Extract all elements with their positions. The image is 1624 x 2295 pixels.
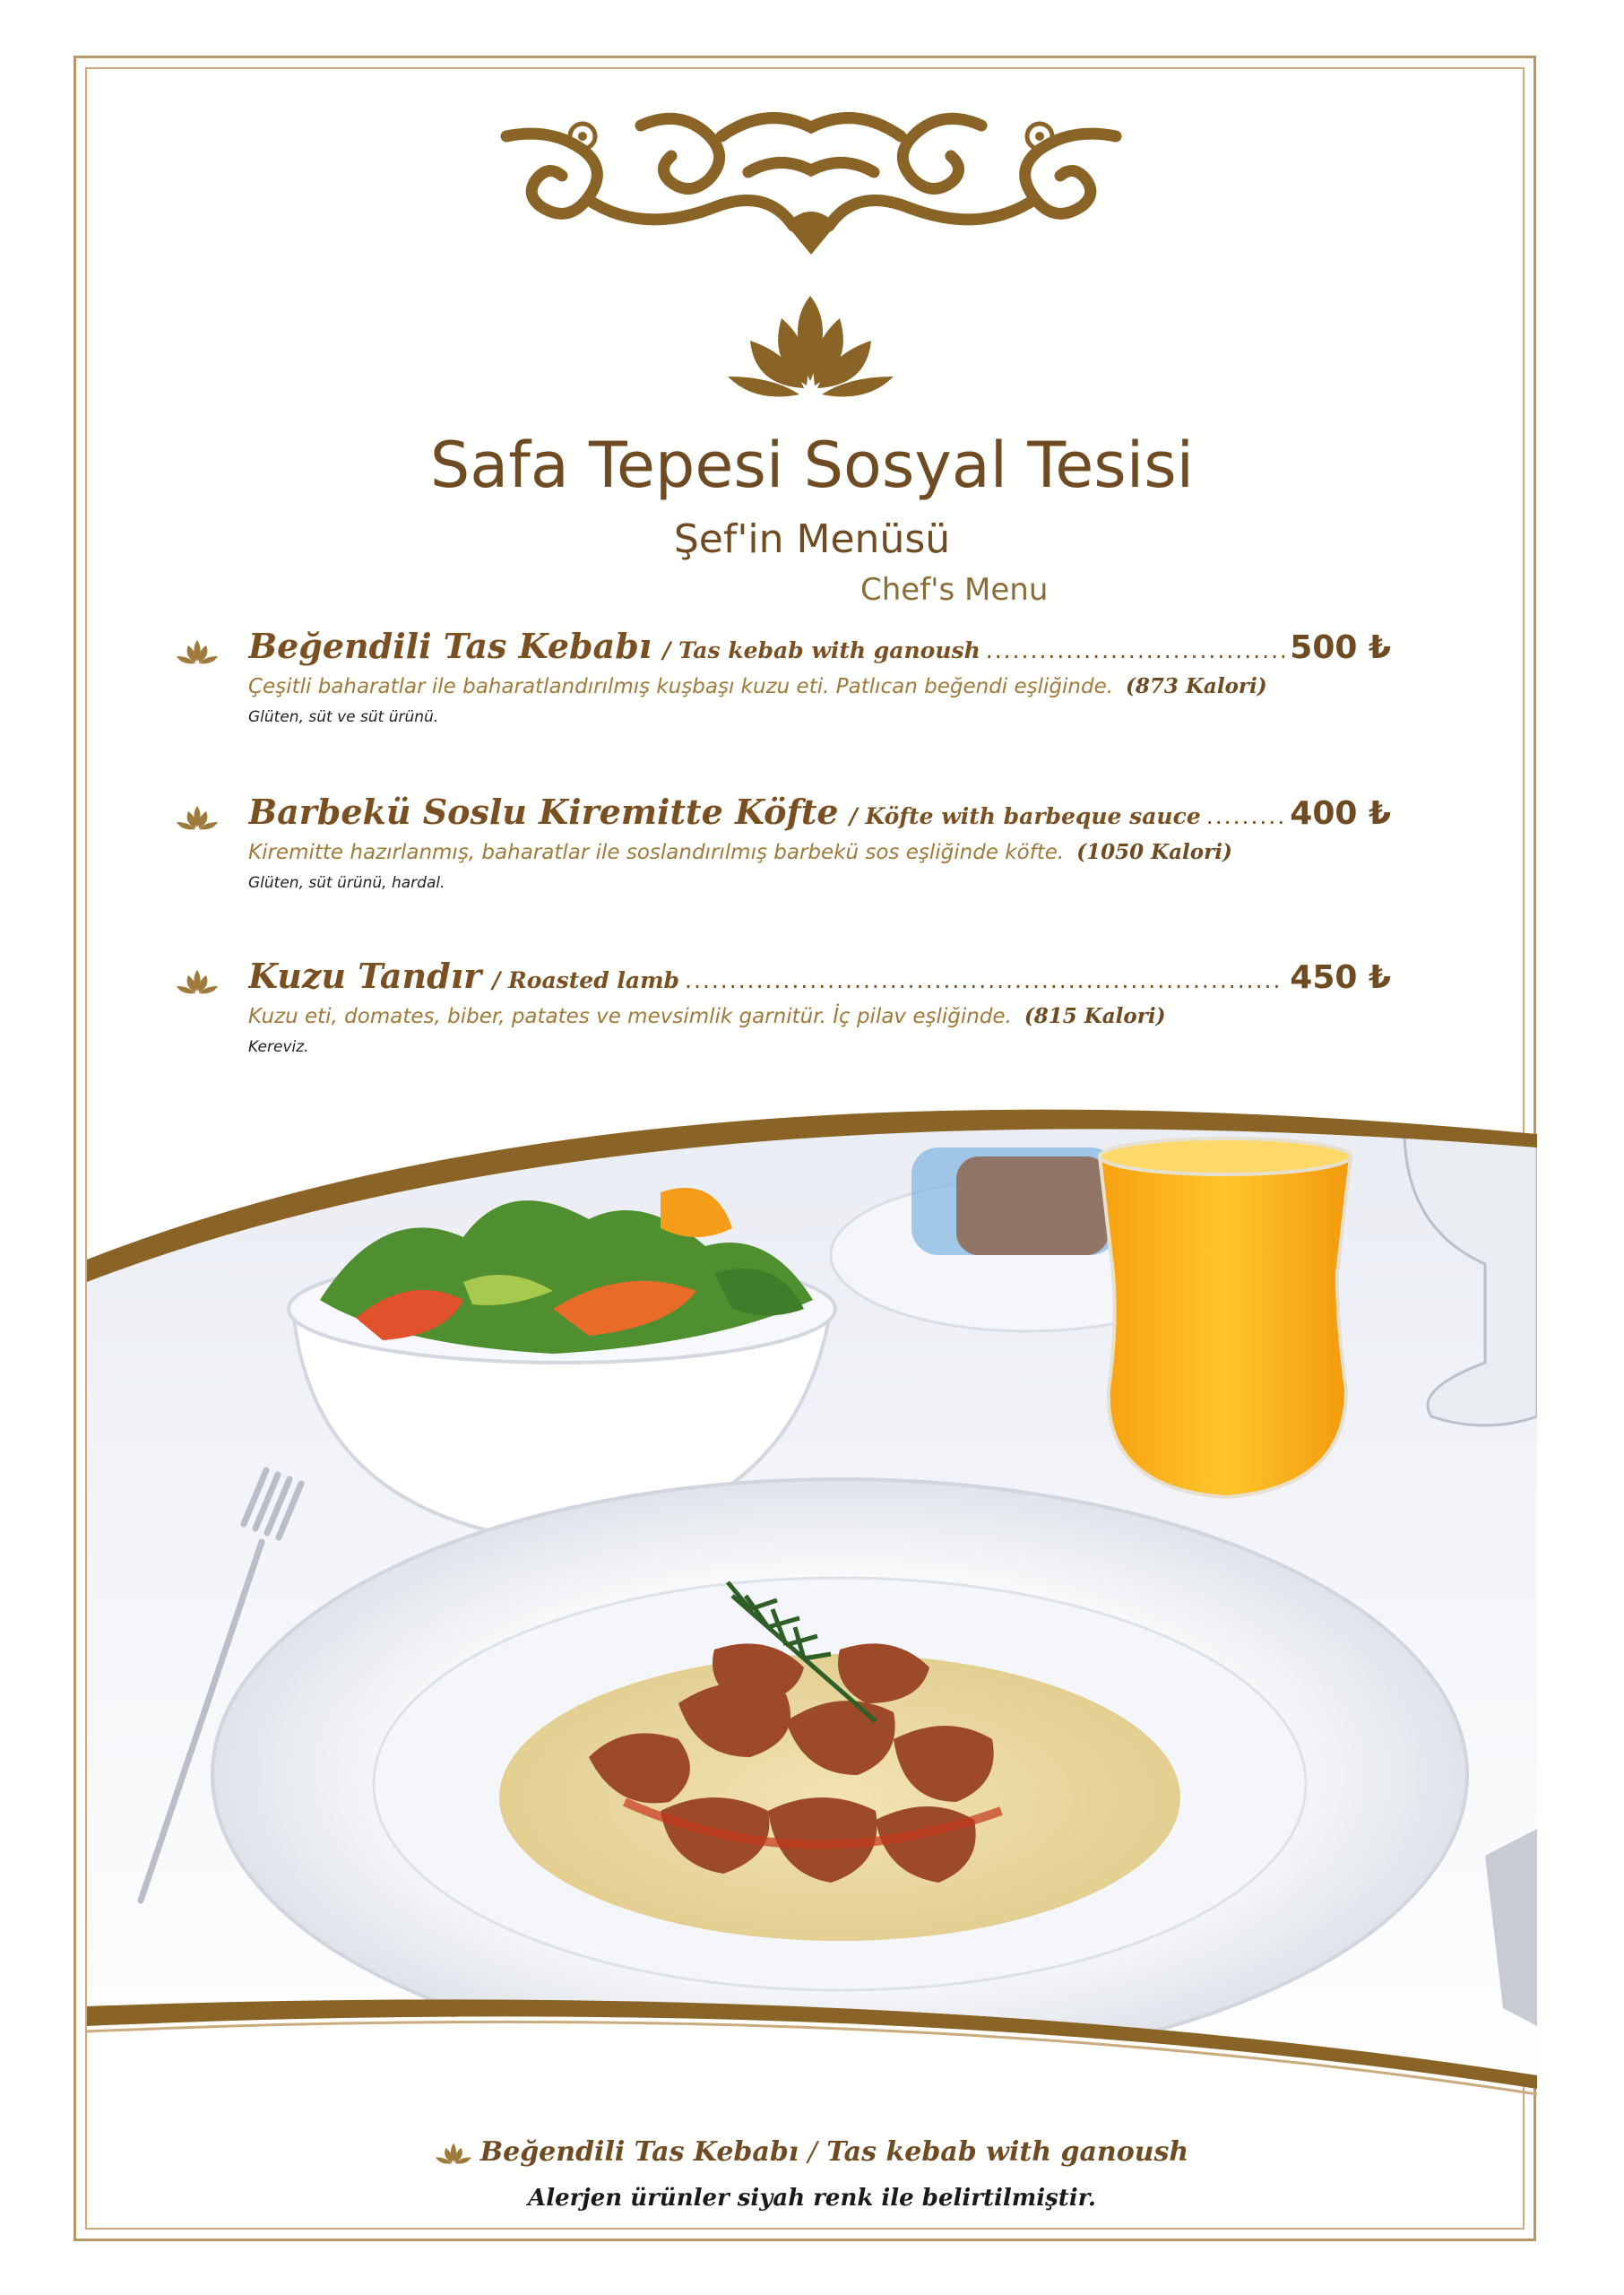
caption-name: Beğendili Tas Kebabı bbox=[479, 2136, 799, 2168]
menu-item-name: Beğendili Tas Kebabı bbox=[248, 626, 652, 666]
lotus-bullet-icon bbox=[177, 804, 218, 831]
menu-item-allergens: Glüten, süt ve süt ürünü. bbox=[248, 708, 439, 726]
menu-item-allergens: Glüten, süt ürünü, hardal. bbox=[248, 874, 445, 892]
description-text: Kuzu eti, domates, biber, patates ve mevsimlik garnitür. İç pilav eşliğinde. bbox=[248, 1005, 1012, 1028]
allergen-footnote: Alerjen ürünler siyah renk ile belirtilmiştir. bbox=[528, 2185, 1096, 2212]
lotus-bullet-icon bbox=[177, 968, 218, 995]
page-title: Safa Tepesi Sosyal Tesisi bbox=[429, 429, 1195, 502]
caption-name-en: Tas kebab with ganoush bbox=[826, 2136, 1189, 2168]
menu-item-description bbox=[248, 674, 1267, 698]
menu-item-calories: (1050 Kalori) bbox=[1076, 840, 1232, 864]
menu-item-price: 400 ₺ bbox=[1290, 795, 1391, 832]
food-photo bbox=[87, 1094, 1537, 2111]
menu-item-calories: (873 Kalori) bbox=[1126, 674, 1267, 698]
menu-item-name-en: / Tas kebab with ganoush bbox=[662, 637, 980, 663]
menu-subtitle-en: Chef's Menu bbox=[860, 572, 1049, 608]
menu-item-name: Kuzu Tandır bbox=[248, 956, 482, 996]
description-text: Çeşitli baharatlar ile baharatlandırılmış kuşbaşı kuzu eti. Patlıcan beğendi eşliğinde. bbox=[248, 675, 1114, 698]
menu-item-name-en: / Köfte with barbeque sauce bbox=[849, 803, 1201, 829]
photo-caption bbox=[0, 2136, 1624, 2168]
menu-item-calories: (815 Kalori) bbox=[1024, 1004, 1166, 1028]
menu-item-price: 500 ₺ bbox=[1290, 629, 1391, 666]
description-text: Kiremitte hazırlanmış, baharatlar ile soslandırılmış barbekü sos eşliğinde köfte. bbox=[248, 841, 1065, 864]
ornament-flourish-icon bbox=[497, 100, 1125, 257]
menu-item-price: 450 ₺ bbox=[1290, 959, 1391, 996]
menu-item-name-en: / Roasted lamb bbox=[492, 967, 680, 993]
lotus-bullet-icon bbox=[436, 2142, 471, 2165]
lotus-logo-icon bbox=[728, 291, 894, 403]
caption-separator: / bbox=[808, 2136, 817, 2168]
menu-item-description bbox=[248, 840, 1232, 864]
menu-item-name: Barbekü Soslu Kiremitte Köfte bbox=[248, 792, 839, 832]
leader-dots bbox=[685, 967, 1284, 993]
menu-item-description bbox=[248, 1004, 1166, 1028]
menu-item-allergens: Kereviz. bbox=[248, 1038, 309, 1056]
lotus-bullet-icon bbox=[177, 638, 218, 665]
menu-subtitle: Şef'in Menüsü bbox=[673, 516, 951, 562]
leader-dots bbox=[1206, 803, 1285, 829]
leader-dots bbox=[986, 637, 1285, 663]
